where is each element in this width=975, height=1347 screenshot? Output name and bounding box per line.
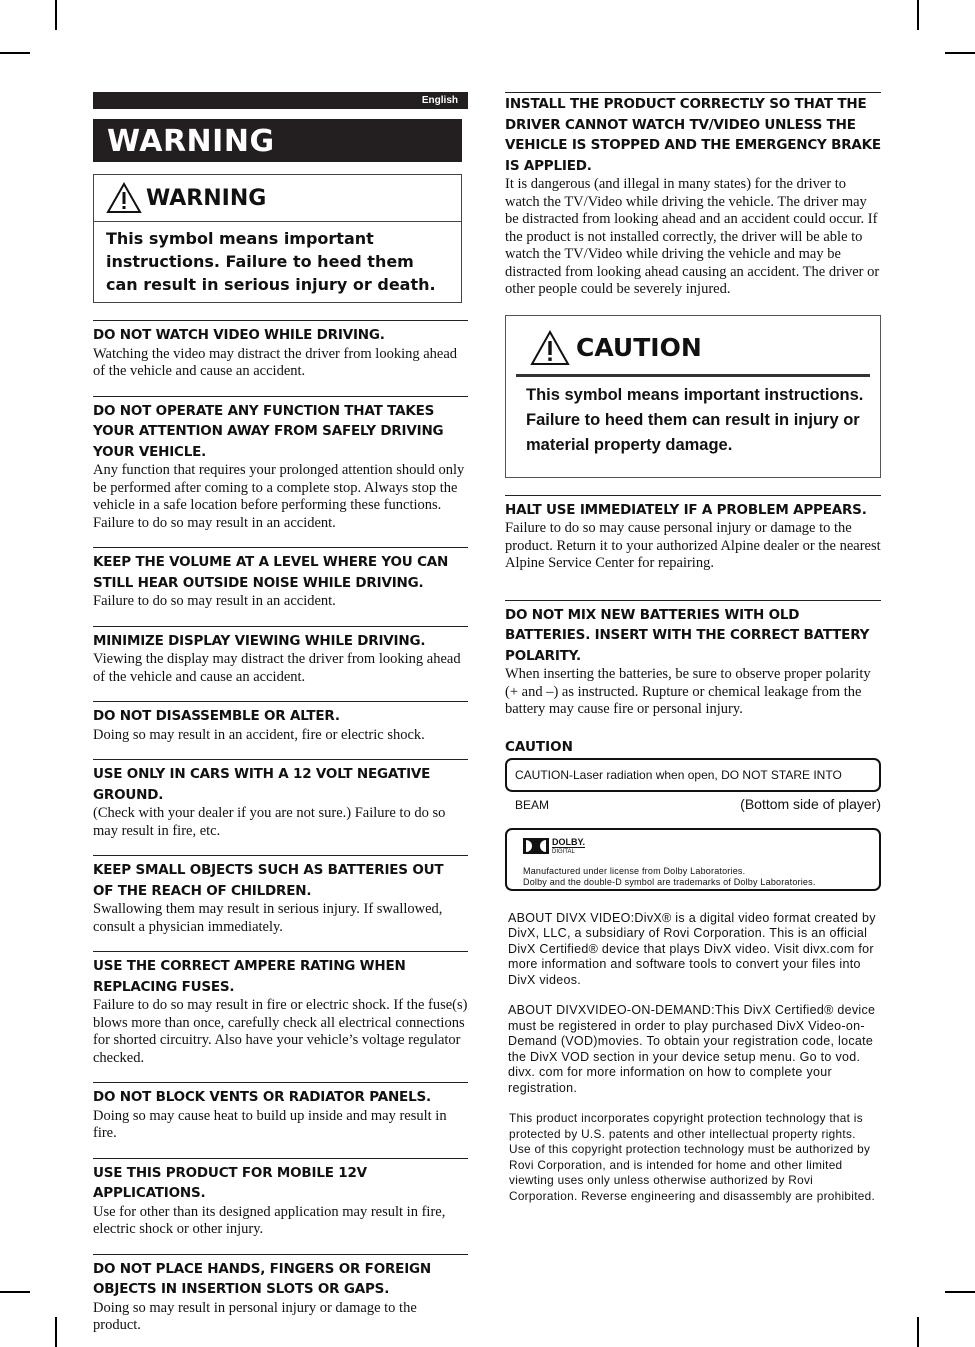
caution-symbol-text: This symbol means important instructions. Failure to heed them can result in injury or material property damage. (526, 385, 864, 454)
warning-section (93, 1082, 468, 1143)
crop-mark (917, 1317, 919, 1347)
section-title: DO NOT BLOCK VENTS OR RADIATOR PANELS. (93, 1089, 431, 1105)
crop-mark (55, 1317, 57, 1347)
section-body: When inserting the batteries, be sure to observe proper polarity (+ and –) as instructed. Rupture or chemical leakage from the battery may cause fire or personal injury. (505, 666, 871, 717)
dolby-logo (523, 838, 879, 856)
section-title: MINIMIZE DISPLAY VIEWING WHILE DRIVING. (93, 632, 426, 649)
warning-triangle-icon (106, 182, 142, 214)
caution-triangle-icon (530, 330, 570, 366)
section-body: Any function that requires your prolonged attention should only be performed after coming to a complete stop. Always stop the vehicle in a safe location before performing these functions. Failure to do so may result in an accident. (93, 462, 465, 531)
section-body: Viewing the display may distract the driver from looking ahead of the vehicle and cause an accident. (93, 651, 461, 685)
section-title: DO NOT PLACE HANDS, FINGERS OR FOREIGN OBJECTS IN INSERTION SLOTS OR GAPS. (93, 1260, 431, 1297)
right-sections-2 (505, 495, 881, 719)
section-title: DO NOT WATCH VIDEO WHILE DRIVING. (93, 327, 385, 343)
section-title: USE THE CORRECT AMPERE RATING WHEN REPLACING FUSES. (93, 958, 406, 995)
dolby-license-text (523, 866, 879, 888)
divx-vod-paragraph: ABOUT DIVXVIDEO-ON-DEMAND:This DivX Certified® device must be registered in order to play purchased DivX Video-on-Demand (VOD)movies. To obtain your registration code, locate the DivX VOD section in your device setup menu. Go to vod. divx. com for more information on how to complete your registration. (508, 1003, 876, 1095)
crop-mark (917, 0, 919, 30)
caution-symbol-heading (516, 322, 870, 377)
section-body: It is dangerous (and illegal in many states) for the driver to watch the TV/Video while driving the vehicle. The driver may be distracted from looking ahead and an accident could occur. If the product is not installed correctly, the driver will be able to watch the TV/Video while driving the vehicle and may be distracted from looking ahead causing an accident. The driver or other people could be severely injured. (505, 176, 880, 297)
section-title: USE THIS PRODUCT FOR MOBILE 12V APPLICATIONS. (93, 1164, 367, 1201)
dolby-logo-bottom: DIGITAL (552, 847, 585, 856)
section-body: Watching the video may distract the driver from looking ahead of the vehicle and cause an accident. (93, 345, 458, 379)
laser-caution-label: CAUTION-Laser radiation when open, DO NOT STARE INTO BEAM (505, 758, 881, 792)
caution-symbol-box (505, 315, 881, 478)
warning-section (505, 92, 881, 299)
section-body: (Check with your dealer if you are not sure.) Failure to do so may result in fire, etc. (93, 805, 446, 839)
warning-section (505, 600, 881, 719)
warning-section (93, 396, 468, 533)
crop-mark (0, 1291, 30, 1293)
warning-banner: WARNING (93, 119, 462, 162)
section-title: INSTALL THE PRODUCT CORRECTLY SO THAT THE DRIVER CANNOT WATCH TV/VIDEO UNLESS THE VEHICLE IS STOPPED AND THE EMERGENCY BRAKE IS APPLIED. (505, 96, 881, 174)
crop-mark (0, 52, 30, 54)
section-title: DO NOT OPERATE ANY FUNCTION THAT TAKES YOUR ATTENTION AWAY FROM SAFELY DRIVING YOUR VEHICLE. (93, 402, 444, 460)
dolby-logo-top: DOLBY. (552, 836, 586, 847)
section-body: Failure to do so may result in an accident. (93, 593, 336, 609)
warning-section (93, 855, 468, 936)
right-sections (505, 92, 881, 299)
section-title: KEEP THE VOLUME AT A LEVEL WHERE YOU CAN STILL HEAR OUTSIDE NOISE WHILE DRIVING. (93, 554, 449, 591)
warning-section (93, 1254, 468, 1335)
caution-heading-text: CAUTION (576, 333, 702, 362)
language-label: English (93, 92, 468, 109)
warning-section (93, 626, 468, 687)
section-body: Failure to do so may result in fire or electric shock. If the fuse(s) blows more than once, carefully check all electrical connections for shorted circuitry. Also have your vehicle’s voltage regulator checked. (93, 997, 468, 1066)
dolby-license-box (505, 828, 881, 891)
warning-symbol-heading (94, 175, 461, 222)
right-column (505, 92, 881, 1204)
crop-mark (55, 0, 57, 30)
warning-symbol-box (93, 174, 462, 303)
section-title: USE ONLY IN CARS WITH A 12 VOLT NEGATIVE GROUND. (93, 766, 431, 803)
crop-mark (945, 52, 975, 54)
warning-section (93, 951, 468, 1067)
warning-section (93, 1158, 468, 1239)
left-column (93, 92, 468, 1335)
warning-section (505, 495, 881, 573)
divx-video-paragraph: ABOUT DIVX VIDEO:DivX® is a digital video format created by DivX, LLC, a subsidiary of Rovi Corporation. This is an official DivX Certified® device that plays DivX video. Visit divx.com for more information and software tools to convert your files into DivX videos. (508, 910, 876, 987)
dolby-line-1: Manufactured under license from Dolby Laboratories. (523, 865, 746, 876)
section-body: Doing so may result in personal injury or damage to the product. (93, 1299, 417, 1333)
dolby-double-d-icon (523, 838, 549, 854)
section-title: DO NOT DISASSEMBLE OR ALTER. (93, 708, 340, 724)
warning-section (93, 701, 468, 744)
section-body: Doing so may cause heat to build up inside and may result in fire. (93, 1107, 447, 1141)
crop-mark (945, 1291, 975, 1293)
section-title: HALT USE IMMEDIATELY IF A PROBLEM APPEARS. (505, 501, 867, 518)
section-body: Swallowing them may result in serious injury. If swallowed, consult a physician immediately. (93, 901, 443, 935)
rovi-copyright-paragraph: This product incorporates copyright protection technology that is protected by U.S. patents and other intellectual property rights. Use of this copyright protection technology must be authorized by Rovi Corporation, and is intended for home and other limited viewting uses only unless otherwise authorized by Rovi Corporation. Reverse engineering and disassembly are prohibited. (509, 1111, 876, 1203)
warning-section (93, 320, 468, 381)
section-body: Doing so may result in an accident, fire or electric shock. (93, 726, 425, 743)
dolby-line-2: Dolby and the double-D symbol are trademarks of Dolby Laboratories. (523, 876, 816, 887)
section-body: Failure to do so may cause personal injury or damage to the product. Return it to your authorized Alpine dealer or the nearest Alpine Service Center for repairing. (505, 520, 881, 571)
laser-caution-note: (Bottom side of player) (740, 795, 881, 812)
section-body: Use for other than its designed application may result in fire, electric shock or other injury. (93, 1203, 446, 1237)
section-title: DO NOT MIX NEW BATTERIES WITH OLD BATTERIES. INSERT WITH THE CORRECT BATTERY POLARITY. (505, 606, 870, 664)
warning-heading-text: WARNING (146, 185, 267, 211)
warning-section (93, 759, 468, 840)
left-sections (93, 320, 468, 1335)
laser-caution-title: CAUTION (505, 738, 573, 755)
warning-section (93, 547, 468, 611)
section-title: KEEP SMALL OBJECTS SUCH AS BATTERIES OUT OF THE REACH OF CHILDREN. (93, 862, 444, 899)
warning-symbol-text: This symbol means important instructions. Failure to heed them can result in serious injury or death. (106, 229, 436, 294)
